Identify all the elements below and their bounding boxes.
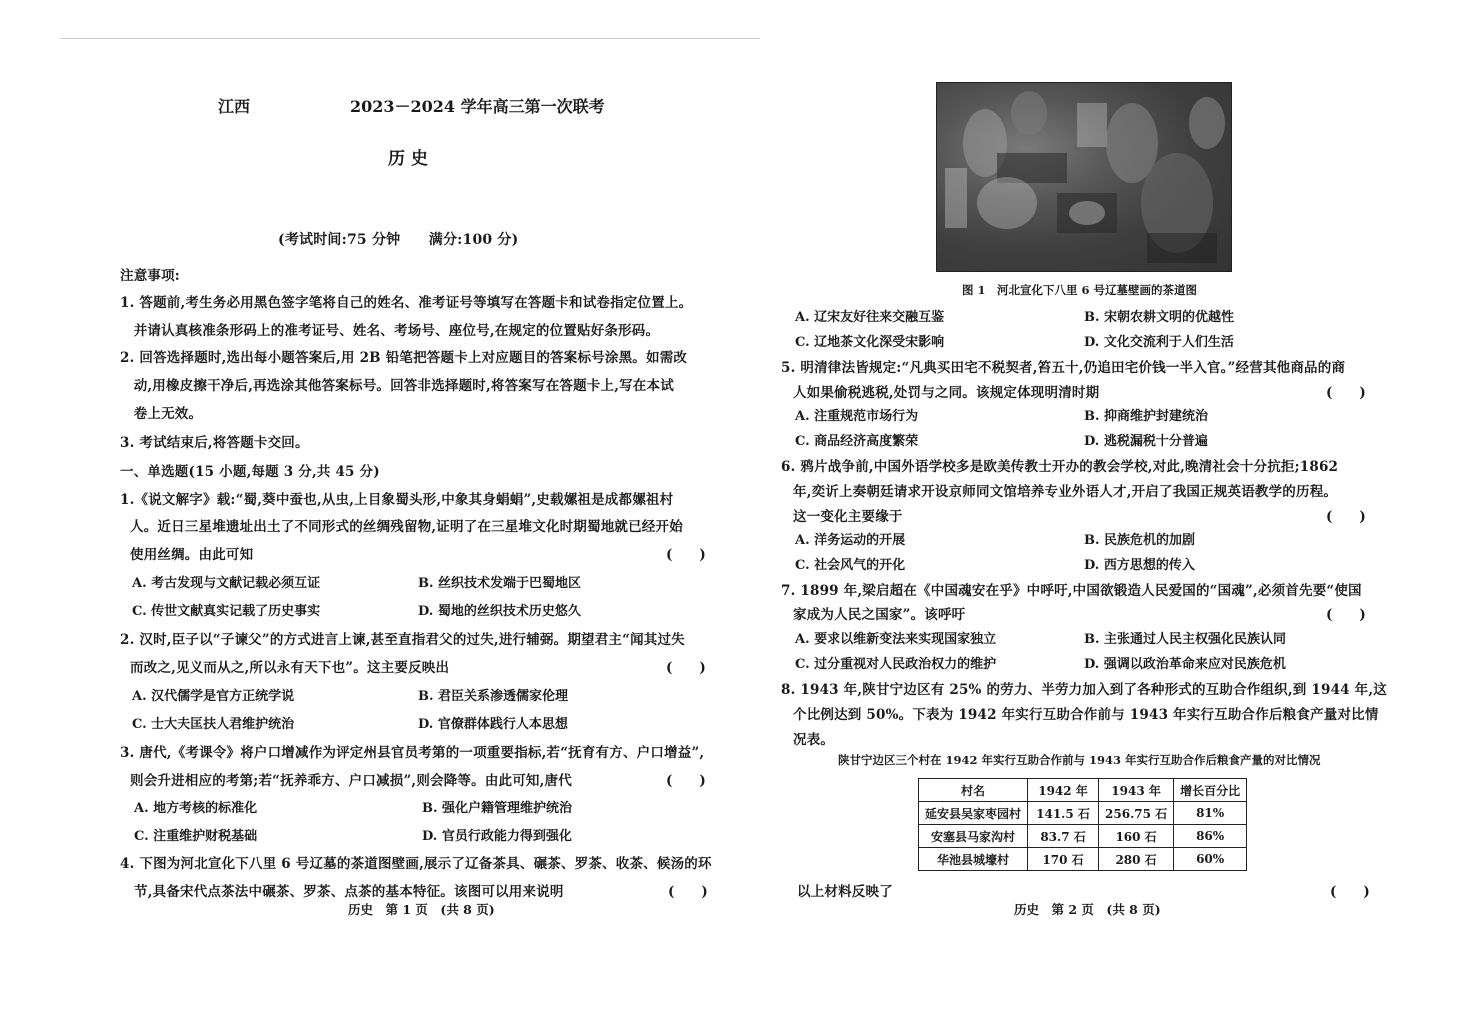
notice-line: 动,用橡皮擦干净后,再选涂其他答案标号。回答非选择题时,将答案写在答题卡上,写在本试 xyxy=(120,378,674,394)
notice-line: 3. 考试结束后,将答题卡交回。 xyxy=(120,435,309,451)
question-6-line: 6. 鸦片战争前,中国外语学校多是欧美传教士开办的教会学校,对此,晚清社会十分抗拒;1862 xyxy=(781,459,1339,475)
question-8-line: 个比例达到 50%。下表为 1942 年实行互助合作前与 1943 年实行互助合作后粮食产量对比情 xyxy=(793,707,1379,723)
answer-blank: ( ) xyxy=(1330,884,1370,900)
q5-option-c: C. 商品经济高度繁荣 xyxy=(795,434,919,449)
q6-option-a: A. 洋务运动的开展 xyxy=(795,533,906,548)
table-cell: 83.7 石 xyxy=(1028,825,1099,848)
tea-mural-photo xyxy=(936,82,1232,272)
notice-line: 并请认真核准条形码上的准考证号、姓名、考场号、座位号,在规定的位置贴好条形码。 xyxy=(120,323,660,339)
q7-option-a: A. 要求以维新变法来实现国家独立 xyxy=(795,632,997,647)
table-row xyxy=(919,848,1247,871)
question-4-line: 节,具备宋代点茶法中碾茶、罗茶、点茶的基本特征。该图可以用来说明 xyxy=(134,884,564,900)
answer-blank: ( ) xyxy=(1326,509,1366,525)
question-8-line: 8. 1943 年,陕甘宁边区有 25% 的劳力、半劳力加入到了各种形式的互助合作组织,到 1944 年,这 xyxy=(781,682,1387,698)
answer-blank: ( ) xyxy=(666,660,706,676)
q1-option-a: A. 考古发现与文献记载必须互证 xyxy=(132,576,321,591)
section-header: 一、单选题(15 小题,每题 3 分,共 45 分) xyxy=(120,464,380,480)
region-label: 江西 xyxy=(218,97,251,116)
q1-option-b: B. 丝织技术发端于巴蜀地区 xyxy=(418,576,582,591)
question-5-line: 人如果偷税逃税,处罚与之同。该规定体现明清时期 xyxy=(793,385,1100,401)
question-8-line: 况表。 xyxy=(793,732,835,748)
table-header-row xyxy=(919,779,1247,802)
answer-blank: ( ) xyxy=(666,547,706,563)
question-3-line: 3. 唐代,《考课令》将户口增减作为评定州县官员考第的一项重要指标,若“抚育有方、户口增益”, xyxy=(120,745,705,761)
answer-blank: ( ) xyxy=(1326,607,1366,623)
table-cell: 60% xyxy=(1174,848,1247,871)
mural-sketch xyxy=(937,83,1231,271)
table-row xyxy=(919,802,1247,825)
table-title: 陕甘宁边区三个村在 1942 年实行互助合作前与 1943 年实行互助合作后粮食产量的对比情况 xyxy=(838,753,1321,767)
q2-option-d: D. 官僚群体践行人本思想 xyxy=(418,717,568,732)
table-cell: 延安县吴家枣园村 xyxy=(919,802,1028,825)
table-cell: 160 石 xyxy=(1099,825,1174,848)
q1-option-d: D. 蜀地的丝织技术历史悠久 xyxy=(418,604,581,619)
answer-blank: ( ) xyxy=(1326,385,1366,401)
figure-caption: 图 1 河北宣化下八里 6 号辽墓壁画的茶道图 xyxy=(962,283,1198,297)
q4-option-c: C. 辽地茶文化深受宋影响 xyxy=(795,335,945,350)
q7-option-d: D. 强调以政治革命来应对民族危机 xyxy=(1084,657,1286,672)
answer-blank: ( ) xyxy=(666,773,706,789)
table-cell: 256.75 石 xyxy=(1099,802,1174,825)
q4-option-d: D. 文化交流利于人们生活 xyxy=(1084,335,1234,350)
q5-option-d: D. 逃税漏税十分普遍 xyxy=(1084,434,1208,449)
table-cell: 170 石 xyxy=(1028,848,1099,871)
table-cell: 华池县城壕村 xyxy=(919,848,1028,871)
question-2-line: 而改之,见义而从之,所以永有天下也”。这主要反映出 xyxy=(130,660,450,676)
notice-header: 注意事项: xyxy=(120,268,180,284)
notice-line: 2. 回答选择题时,选出每小题答案后,用 2B 铅笔把答题卡上对应题目的答案标号涂黑。如需改 xyxy=(120,350,688,366)
question-6-line: 这一变化主要缘于 xyxy=(793,509,903,525)
question-2-line: 2. 汉时,臣子以“子谏父”的方式进言上谏,甚至直指君父的过失,进行辅弼。期望君主“闻其过失 xyxy=(120,632,685,648)
q6-option-d: D. 西方思想的传入 xyxy=(1084,558,1195,573)
subject-title: 历 史 xyxy=(388,149,428,169)
table-header-cell: 1942 年 xyxy=(1028,779,1099,802)
exam-time-score: (考试时间:75 分钟 满分:100 分) xyxy=(278,232,519,248)
exam-title: 2023－2024 学年高三第一次联考 xyxy=(350,97,605,116)
table-row xyxy=(919,825,1247,848)
table-header-cell: 村名 xyxy=(919,779,1028,802)
q7-option-b: B. 主张通过人民主权强化民族认同 xyxy=(1084,632,1287,647)
question-7-line: 家成为人民之国家”。该呼吁 xyxy=(793,607,966,623)
q7-option-c: C. 过分重视对人民政治权力的维护 xyxy=(795,657,997,672)
q4-option-a: A. 辽宋友好往来交融互鉴 xyxy=(795,310,945,325)
q5-option-b: B. 抑商维护封建统治 xyxy=(1084,409,1209,424)
table-cell: 安塞县马家沟村 xyxy=(919,825,1028,848)
question-5-line: 5. 明清律法皆规定:“凡典买田宅不税契者,笞五十,仍追田宅价钱一半入官。”经营其他商品的商 xyxy=(781,360,1346,376)
q3-option-b: B. 强化户籍管理维护统治 xyxy=(422,801,573,816)
notice-line: 1. 答题前,考生务必用黑色签字笔将自己的姓名、准考证号等填写在答题卡和试卷指定位置上。 xyxy=(120,295,693,311)
table-cell: 280 石 xyxy=(1099,848,1174,871)
question-8-stem-end: 以上材料反映了 xyxy=(797,884,893,900)
q3-option-c: C. 注重维护财税基础 xyxy=(134,829,258,844)
table-cell: 141.5 石 xyxy=(1028,802,1099,825)
question-4-line: 4. 下图为河北宣化下八里 6 号辽墓的茶道图壁画,展示了辽备茶具、碾茶、罗茶、收茶、候汤的环 xyxy=(120,856,712,872)
q4-option-b: B. 宋朝农耕文明的优越性 xyxy=(1084,310,1235,325)
table-header-cell: 增长百分比 xyxy=(1174,779,1247,802)
table-header-cell: 1943 年 xyxy=(1099,779,1174,802)
q2-option-b: B. 君臣关系渗透儒家伦理 xyxy=(418,689,569,704)
q5-option-a: A. 注重规范市场行为 xyxy=(795,409,919,424)
q2-option-a: A. 汉代儒学是官方正统学说 xyxy=(132,689,295,704)
question-1-line: 人。近日三星堆遗址出土了不同形式的丝绸残留物,证明了在三星堆文化时期蜀地就已经开始 xyxy=(130,519,683,535)
question-1-line: 使用丝绸。由此可知 xyxy=(130,547,254,563)
question-3-line: 则会升进相应的考第;若“抚养乖方、户口减损”,则会降等。由此可知,唐代 xyxy=(130,773,572,789)
question-7-line: 7. 1899 年,梁启超在《中国魂安在乎》中呼吁,中国欲锻造人民爱国的“国魂”,必须首先要“使国 xyxy=(781,583,1362,599)
answer-blank: ( ) xyxy=(668,884,708,900)
notice-line: 卷上无效。 xyxy=(120,406,203,422)
q1-option-c: C. 传世文献真实记载了历史事实 xyxy=(132,604,321,619)
q3-option-a: A. 地方考核的标准化 xyxy=(134,801,258,816)
q3-option-d: D. 官员行政能力得到强化 xyxy=(422,829,572,844)
table-cell: 86% xyxy=(1174,825,1247,848)
scan-artifact-line xyxy=(60,38,760,39)
table-cell: 81% xyxy=(1174,802,1247,825)
grain-output-table xyxy=(918,778,1247,871)
q6-option-b: B. 民族危机的加剧 xyxy=(1084,533,1196,548)
page-footer: 历史 第 2 页 (共 8 页) xyxy=(1014,902,1161,917)
q2-option-c: C. 士大夫匡扶人君维护统治 xyxy=(132,717,295,732)
question-6-line: 年,奕䜣上奏朝廷请求开设京师同文馆培养专业外语人才,开启了我国正规英语教学的历程。 xyxy=(793,484,1338,500)
page-footer: 历史 第 1 页 (共 8 页) xyxy=(348,902,495,917)
q6-option-c: C. 社会风气的开化 xyxy=(795,558,906,573)
question-1-line: 1.《说文解字》载:“蜀,葵中蚕也,从虫,上目象蜀头形,中象其身蜎蜎”,史载嫘祖是成都嫘祖村 xyxy=(120,492,674,508)
